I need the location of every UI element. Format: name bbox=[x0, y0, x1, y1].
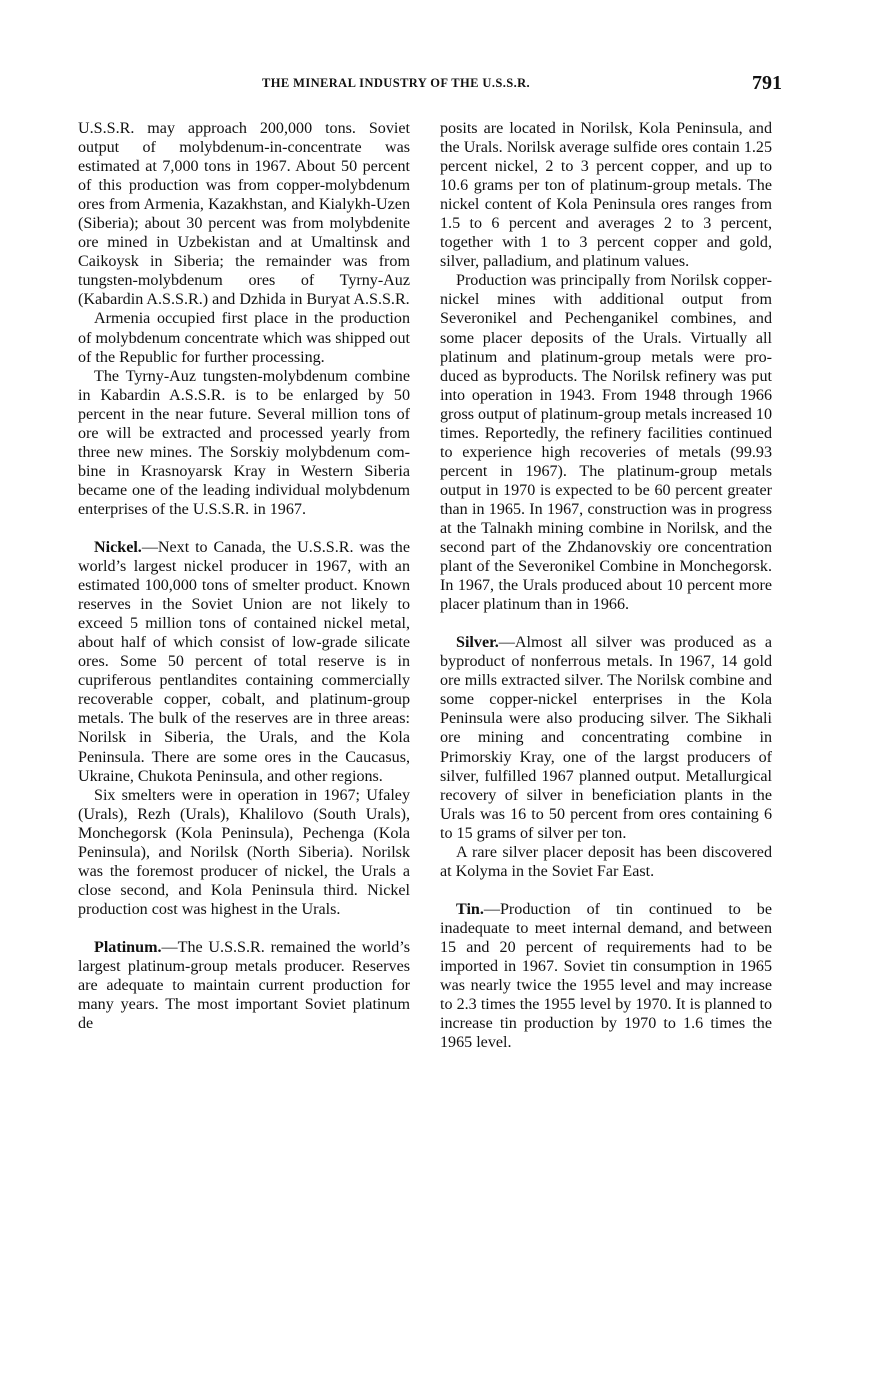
platinum-paragraph-text: —The U.S.S.R. remained the world’s largest platinum-group metals producer. Reserves are adequate to maintain current production for many years. The most important Soviet platinum de bbox=[78, 938, 410, 1033]
silver-section-paragraph bbox=[440, 633, 772, 843]
left-column bbox=[78, 119, 410, 1033]
nickel-paragraph-text: —Next to Canada, the U.S.S.R. was the world’s largest nickel producer in 1967, with an estimated 100,000 tons of smelter product. Known reserves in the Soviet Union are not likely to exceed 5 million tons of contained nickel metal, about half of which consist of low-grade silicate ores. Some 50 percent of total reserve is in cupriferous pentlandites containing commercially recoverable copper, cobalt, and platinum-group metals. The bulk of the reserves are in three areas: Norilsk in Siberia, the Urals, and the Kola Peninsula. There are some ores in the Caucasus, Ukraine, Chukota Peninsula, and other regions. bbox=[78, 538, 410, 785]
tin-paragraph-text: —Production of tin continued to be inadequate to meet internal demand, and between 15 and 20 percent of requirements had to be imported in 1967. Soviet tin consumption in 1965 was nearly twice the 1955 level and may increase to 2.3 times the 1955 level by 1970. It is planned to increase tin production by 1970 to 1.6 times the 1965 level. bbox=[440, 900, 772, 1052]
platinum-deposits-paragraph: posits are located in Norilsk, Kola Peninsula, and the Urals. Norilsk average sulfide ores contain 1.25 percent nickel, 2 to 3 percent copper, and up to 10.6 grams per ton of platinum-group metals. The nickel content of Kola Peninsula ores ranges from 1.5 to 6 percent and averages 2 to 3 percent, together with 1 to 3 percent copper and gold, silver, palladium, and platinum values. bbox=[440, 120, 772, 271]
platinum-section-heading: Platinum. bbox=[94, 938, 162, 956]
armenia-paragraph: Armenia occupied first place in the production of molybdenum concentrate which was shipped out of the Republic for further processing. bbox=[78, 310, 410, 366]
page-number: 791 bbox=[752, 72, 782, 94]
tin-section-heading: Tin. bbox=[456, 900, 484, 918]
tin-section-paragraph bbox=[440, 900, 772, 1052]
platinum-section-paragraph bbox=[78, 938, 410, 1033]
molybdenum-continued-paragraph: U.S.S.R. may approach 200,000 tons. Soviet output of molybdenum-in-concentrate was estimated at 7,000 tons in 1967. About 50 percent of this production was from copper-molybdenum ores from Armenia, Kazakhstan, and Kialykh-Uzen (Siberia); about 30 percent was from molybdenite ore mined in Uzbekistan and at Umaltinsk and Caikoysk in Siberia; the remainder was from tungsten-molybdenum ores of Tyrny-Auz (Kabardin A.S.S.R.) and Dzhida in Buryat A.S.S.R. bbox=[78, 120, 410, 309]
silver-paragraph-text: —Almost all silver was produced as a byproduct of nonferrous metals. In 1967, 14 gold ore mills extracted silver. The Norilsk combine and some copper-nickel enterprises in the Kola Peninsula were also producing silver. The Sikhali ore mining and concentrating combine in Primorskiy Kray, one of the largst producers of silver, fulfilled 1967 planned output. Metallurgical recovery of silver in beneficiation plants in the Urals was 16 to 50 percent from ores containing 6 to 15 grams of silver per ton. bbox=[440, 634, 772, 842]
running-header-title: THE MINERAL INDUSTRY OF THE U.S.S.R. bbox=[262, 76, 531, 90]
silver-placer-paragraph: A rare silver placer deposit has been discovered at Kolyma in the Soviet Far East. bbox=[440, 843, 772, 880]
nickel-section-heading: Nickel. bbox=[94, 538, 142, 556]
silver-section-heading: Silver. bbox=[456, 634, 499, 652]
nickel-section-paragraph bbox=[78, 538, 410, 786]
nickel-smelters-paragraph: Six smelters were in operation in 1967; Ufaley (Urals), Rezh (Urals), Khalilovo (South Urals), Monchegorsk (Kola Peninsula), Pechenga (Kola Peninsula), and Norilsk (North Siberia). Norilsk was the foremost producer of nickel, the Urals a close second, and Kola Peninsula third. Nickel production cost was highest in the Urals. bbox=[78, 786, 410, 918]
tyrny-auz-paragraph: The Tyrny-Auz tungsten-molybdenum combine in Kabardin A.S.S.R. is to be enlarged by 50 percent in the near future. Several million tons of ore will be extracted and processed yearly from three new mines. The Sorskiy molybdenum combine in Krasnoyarsk Kray in Western Siberia became one of the leading individual molybdenum enterprises of the U.S.S.R. in 1967. bbox=[78, 367, 410, 518]
right-column bbox=[440, 119, 772, 1052]
platinum-production-paragraph: Production was principally from Norilsk copper-nickel mines with additional output from Severonikel and Pechenganikel combines, and some placer deposits of the Urals. Virtually all platinum and platinum-group metals were produced as byproducts. The Norilsk refinery was put into operation in 1943. From 1948 through 1966 gross output of platinum-group metals increased 10 times. Reportedly, the refinery facilities continued to experience high recoveries of metals (99.93 percent in 1967). The platinum-group metals output in 1970 is expected to be 60 percent greater than in 1965. In 1967, construction was in progress at the Talnakh mining combine in Norilsk, and the second part of the Zhdanovskiy ore concentration plant of the Severonikel Combine in Monchegorsk. In 1967, the Urals produced about 10 percent more placer platinum than in 1966. bbox=[440, 272, 772, 614]
